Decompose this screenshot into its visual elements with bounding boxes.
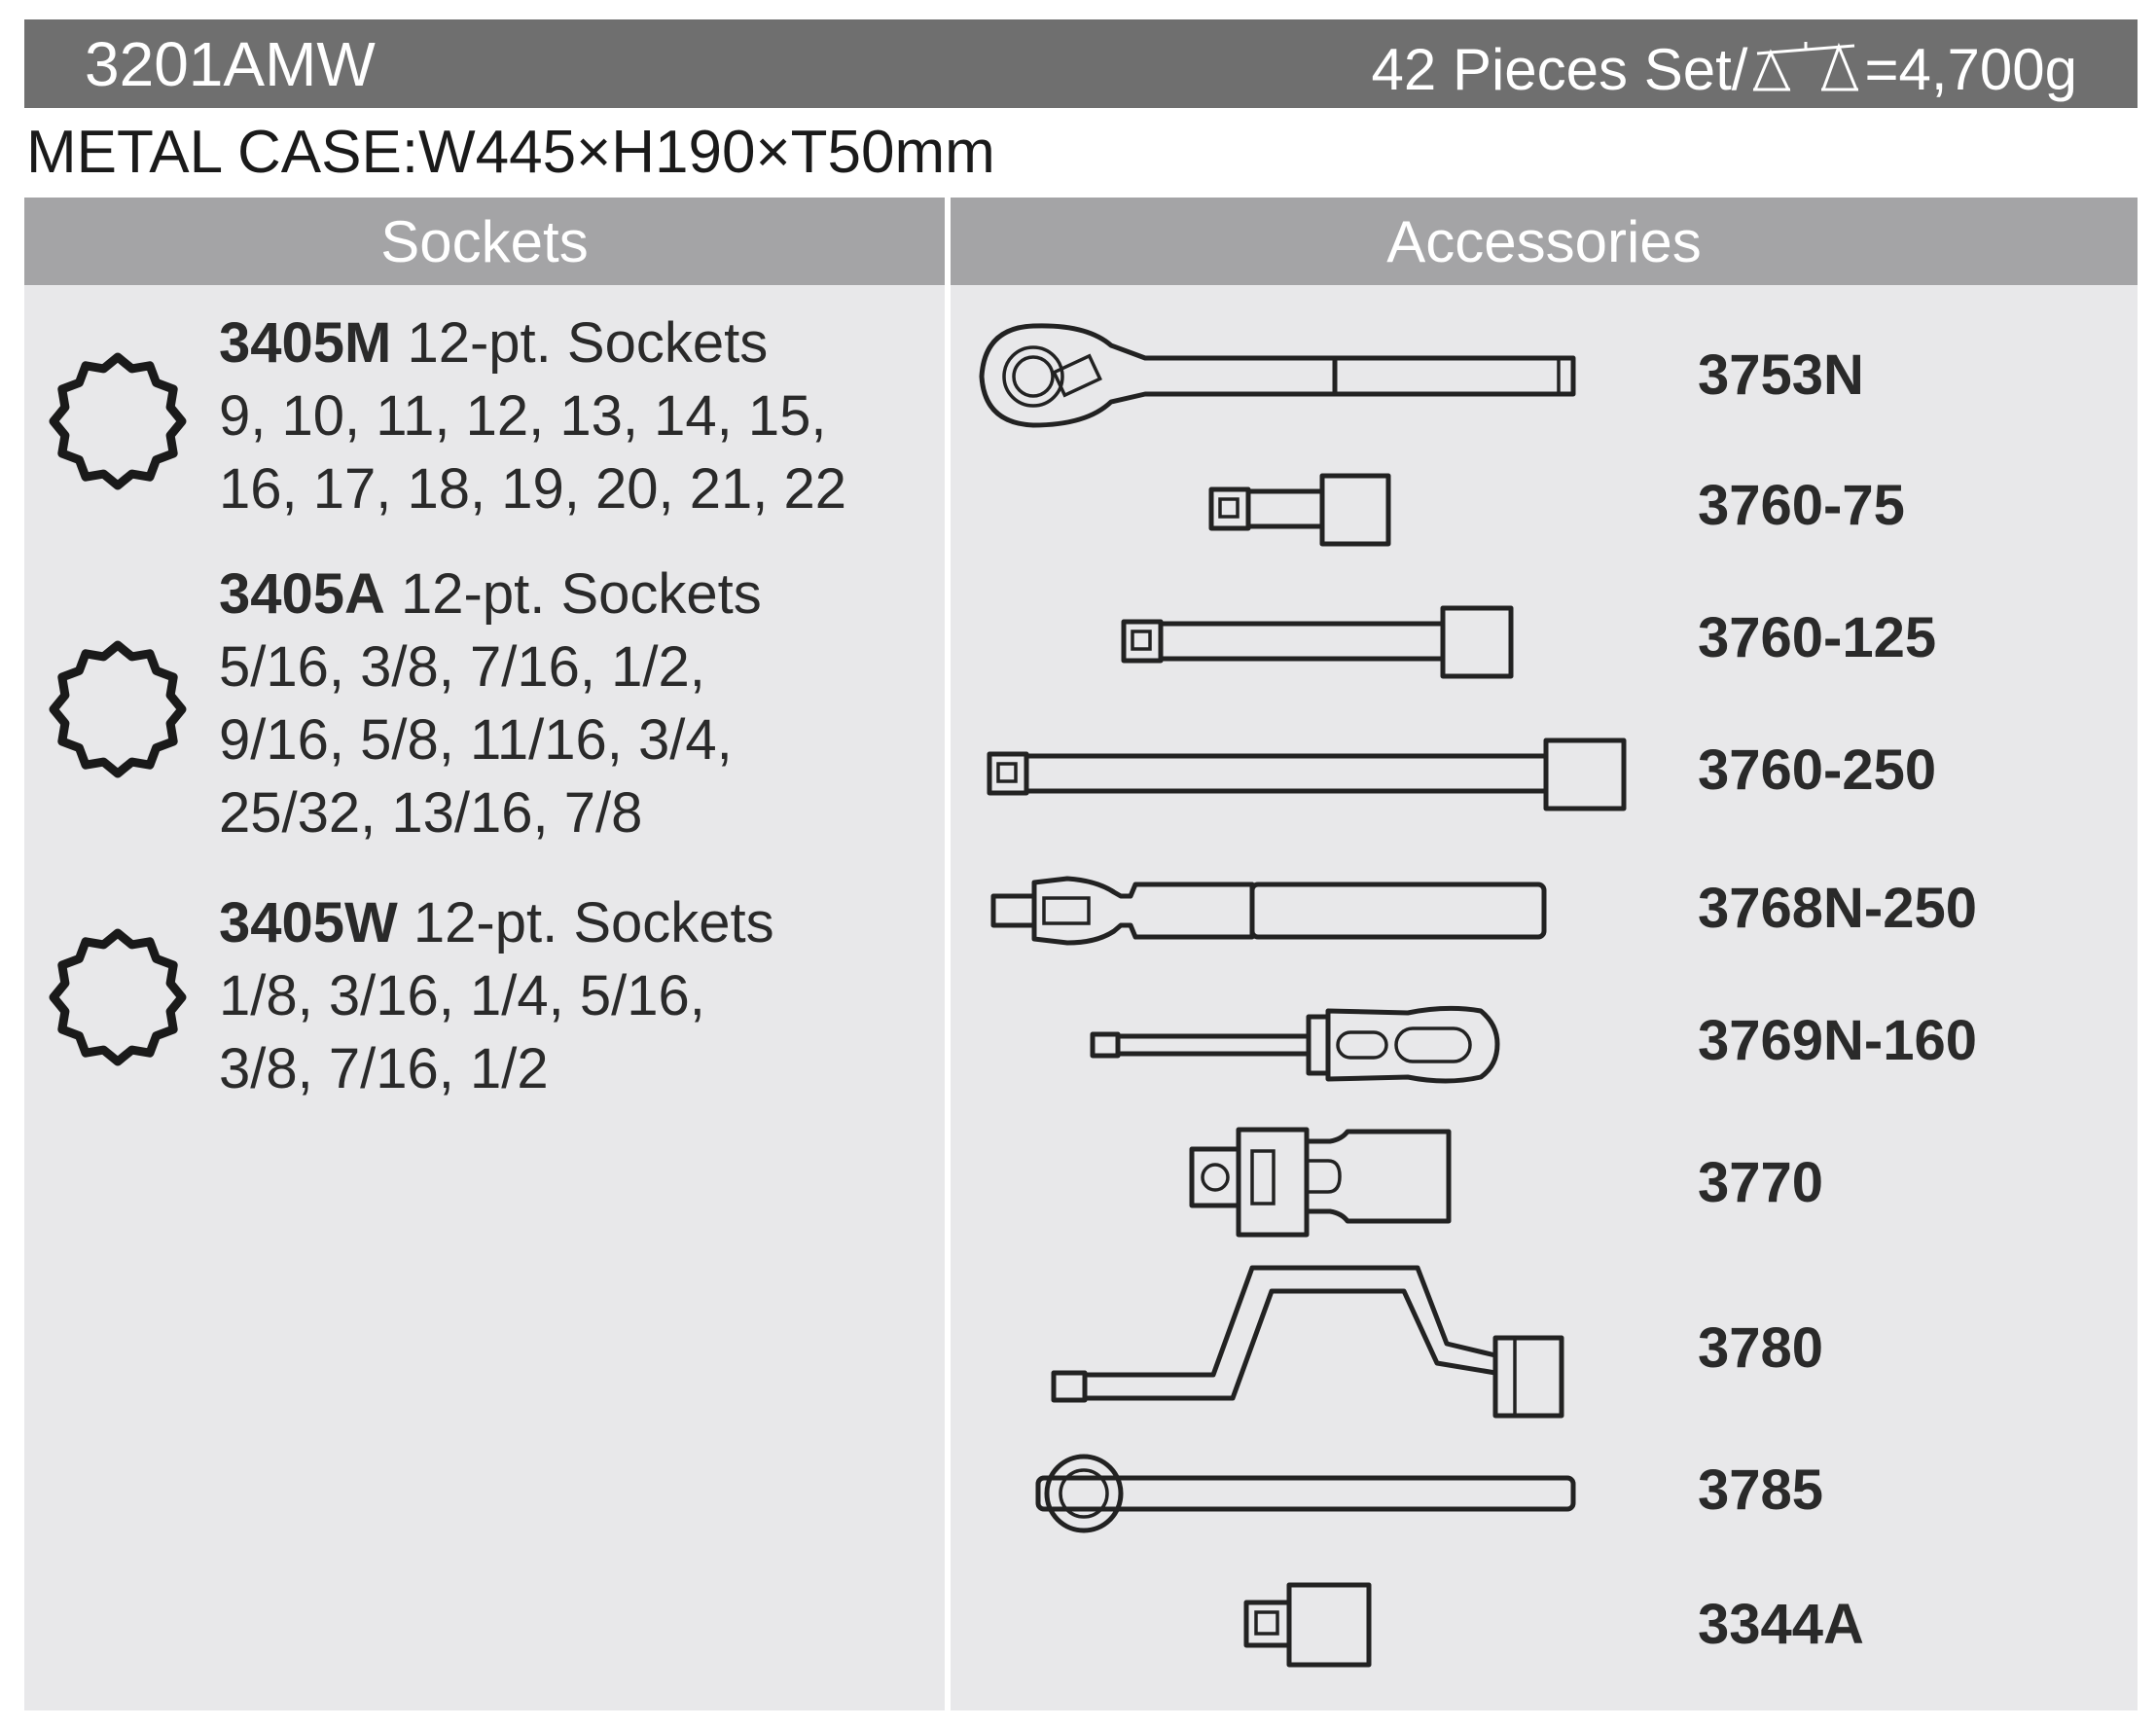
socket-description: 12-pt. Sockets xyxy=(384,562,762,626)
ratchet-handle-icon xyxy=(951,316,1651,443)
socket-code: 3405A xyxy=(219,562,385,626)
balance-scale-icon xyxy=(1751,36,1860,104)
socket-group-text xyxy=(219,886,774,1105)
speed-brace-icon xyxy=(951,1258,1651,1433)
socket-sizes-line: 25/32, 13/16, 7/8 xyxy=(219,781,643,845)
accessory-code: 3760-125 xyxy=(1698,606,1937,669)
case-dimensions: METAL CASE:W445×H190×T50mm xyxy=(26,119,995,186)
socket-sizes-line: 9/16, 5/8, 11/16, 3/4, xyxy=(219,708,733,772)
accessories-header: Accessories xyxy=(951,198,2138,285)
socket-sizes-line: 3/8, 7/16, 1/2 xyxy=(219,1037,549,1100)
set-weight: =4,700g xyxy=(1864,37,2077,102)
socket-group-text xyxy=(219,558,762,849)
accessory-code: 3760-75 xyxy=(1698,474,1905,537)
12-point-socket-icon xyxy=(44,923,192,1071)
socket-group-text xyxy=(219,306,846,525)
accessory-code: 3760-250 xyxy=(1698,738,1937,802)
socket-sizes-line: 9, 10, 11, 12, 13, 14, 15, xyxy=(219,384,827,448)
long-extension-bar-icon xyxy=(951,727,1651,824)
accessory-code: 3780 xyxy=(1698,1316,1824,1380)
12-point-socket-icon xyxy=(44,347,192,495)
sockets-panel xyxy=(24,198,945,1710)
accessory-code: 3770 xyxy=(1698,1151,1824,1214)
spinner-handle-icon xyxy=(951,995,1651,1093)
accessory-code: 3753N xyxy=(1698,343,1864,407)
socket-code: 3405M xyxy=(219,311,392,375)
socket-outline xyxy=(54,933,182,1062)
accessory-code: 3769N-160 xyxy=(1698,1009,1977,1072)
socket-description: 12-pt. Sockets xyxy=(391,311,769,375)
set-info xyxy=(1372,35,2077,105)
socket-title xyxy=(219,306,846,379)
universal-joint-icon xyxy=(951,1112,1651,1248)
title-bar xyxy=(24,19,2138,108)
model-number: 3201AMW xyxy=(85,29,376,99)
socket-sizes-line: 5/16, 3/8, 7/16, 1/2, xyxy=(219,635,705,699)
sockets-header: Sockets xyxy=(24,198,945,285)
socket-sizes-line: 16, 17, 18, 19, 20, 21, 22 xyxy=(219,457,846,521)
socket-title xyxy=(219,886,774,959)
accessories-panel xyxy=(951,198,2138,1710)
accessory-code: 3344A xyxy=(1698,1593,1864,1656)
sliding-t-bar-icon xyxy=(951,1443,1651,1540)
accessory-code: 3768N-250 xyxy=(1698,877,1977,940)
socket-description: 12-pt. Sockets xyxy=(397,891,774,954)
socket-outline xyxy=(54,645,182,774)
medium-extension-bar-icon xyxy=(951,594,1651,692)
socket-sizes-line: 1/8, 3/16, 1/4, 5/16, xyxy=(219,964,705,1027)
flex-handle-icon xyxy=(951,863,1651,960)
short-extension-bar-icon xyxy=(951,462,1651,559)
adaptor-icon xyxy=(951,1571,1651,1678)
accessory-code: 3785 xyxy=(1698,1458,1824,1522)
set-label: 42 Pieces Set/ xyxy=(1371,37,1748,102)
socket-title xyxy=(219,558,762,630)
12-point-socket-icon xyxy=(44,635,192,783)
socket-outline xyxy=(54,357,182,486)
socket-code: 3405W xyxy=(219,891,398,954)
